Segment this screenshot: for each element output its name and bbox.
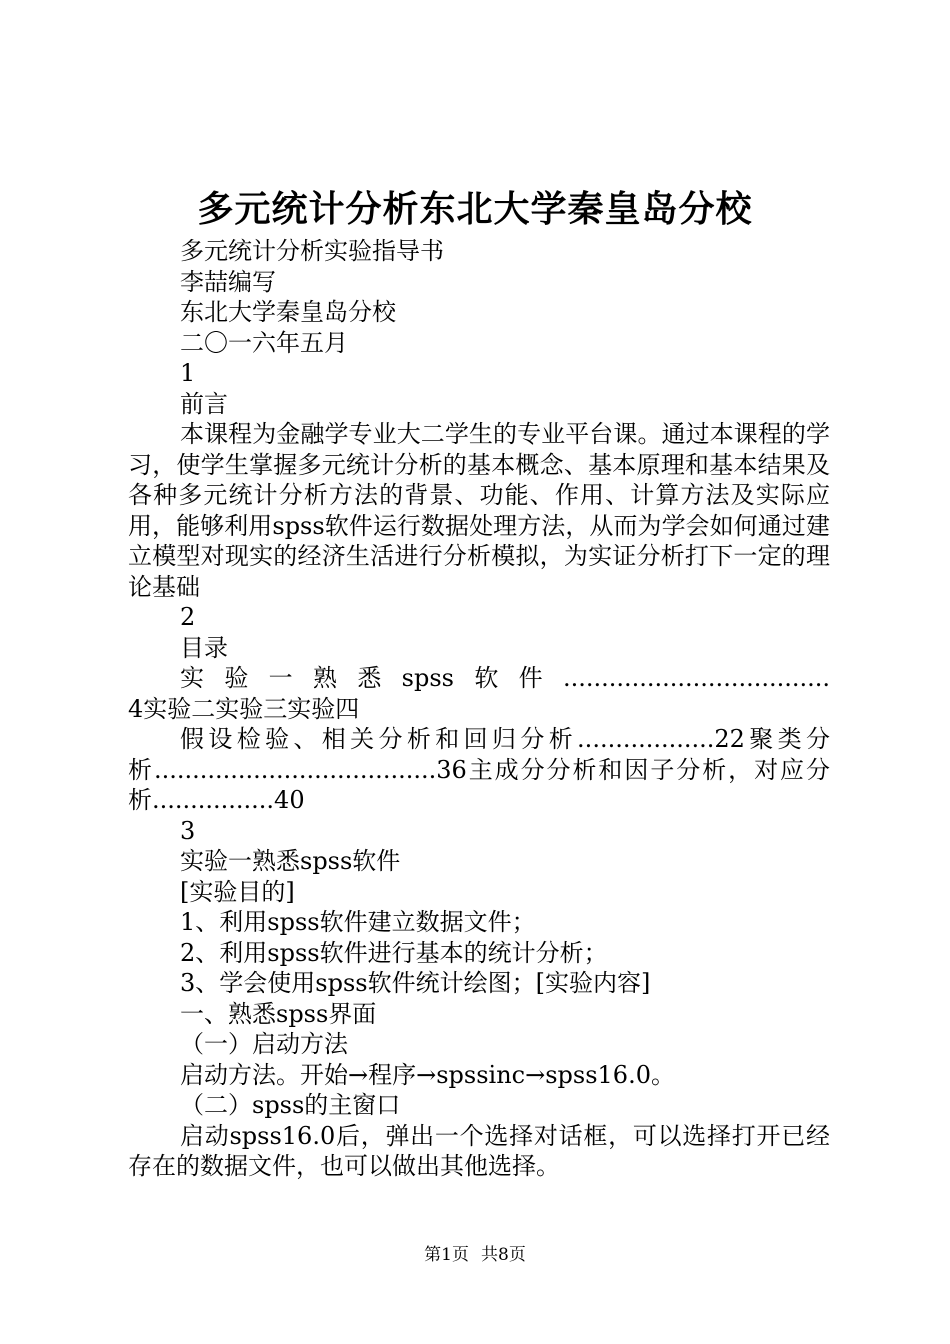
- toc-entry: 4实验二实验三实验四: [128, 694, 360, 723]
- section-heading: 实验一熟悉spss软件: [180, 847, 401, 875]
- document-body: [128, 236, 830, 1182]
- toc-entry: 实验一熟悉spss软件...................................: [180, 664, 830, 692]
- author-line: 李喆编写: [180, 267, 276, 296]
- institution-line: 东北大学秦皇岛分校: [180, 298, 396, 326]
- subsection-heading: （一）启动方法: [180, 1030, 348, 1058]
- page-number-marker: 2: [180, 603, 196, 631]
- body-paragraph: 启动方法。开始→程序→spssinc→spss16.0。: [180, 1060, 675, 1089]
- preface-paragraph: 本课程为金融学专业大二学生的专业平台课。通过本课程的学习，使学生掌握多元统计分析的基本概念、基本原理和基本结果及各种多元统计分析方法的背景、功能、作用、计算方法及实际应用，能够利用spss软件运行数据处理方法，从而为学会如何通过建立模型对现实的经济生活进行分析模拟，为实证分析打下一定的理论基础: [128, 420, 830, 601]
- toc-entry: 假设检验、相关分析和回归分析..................22聚类分析.....................................36主成分分析和因子分析，对应分析................40: [128, 725, 830, 814]
- date-line: 二〇一六年五月: [180, 328, 348, 357]
- subsection-heading: [实验目的]: [180, 877, 295, 906]
- list-item: 3、学会使用spss软件统计绘图；[实验内容]: [180, 969, 651, 997]
- page-number-marker: 1: [180, 359, 196, 387]
- page-total: 共8页: [481, 1245, 526, 1265]
- document-title: 多元统计分析东北大学秦皇岛分校: [197, 188, 753, 230]
- toc-heading: 目录: [180, 633, 228, 662]
- subtitle-line: 多元统计分析实验指导书: [180, 237, 444, 265]
- subsection-heading: 一、熟悉spss界面: [180, 999, 377, 1028]
- body-paragraph: 启动spss16.0后，弹出一个选择对话框，可以选择打开已经存在的数据文件，也可以做出其他选择。: [128, 1121, 830, 1180]
- list-item: 1、利用spss软件建立数据文件；: [180, 908, 536, 936]
- page-indicator: 第1页: [424, 1245, 469, 1265]
- subsection-heading: （二）spss的主窗口: [180, 1091, 401, 1119]
- page-number-marker: 3: [180, 816, 196, 845]
- list-item: 2、利用spss软件进行基本的统计分析；: [180, 938, 608, 967]
- page-footer: [0, 1243, 950, 1267]
- preface-heading: 前言: [180, 389, 228, 418]
